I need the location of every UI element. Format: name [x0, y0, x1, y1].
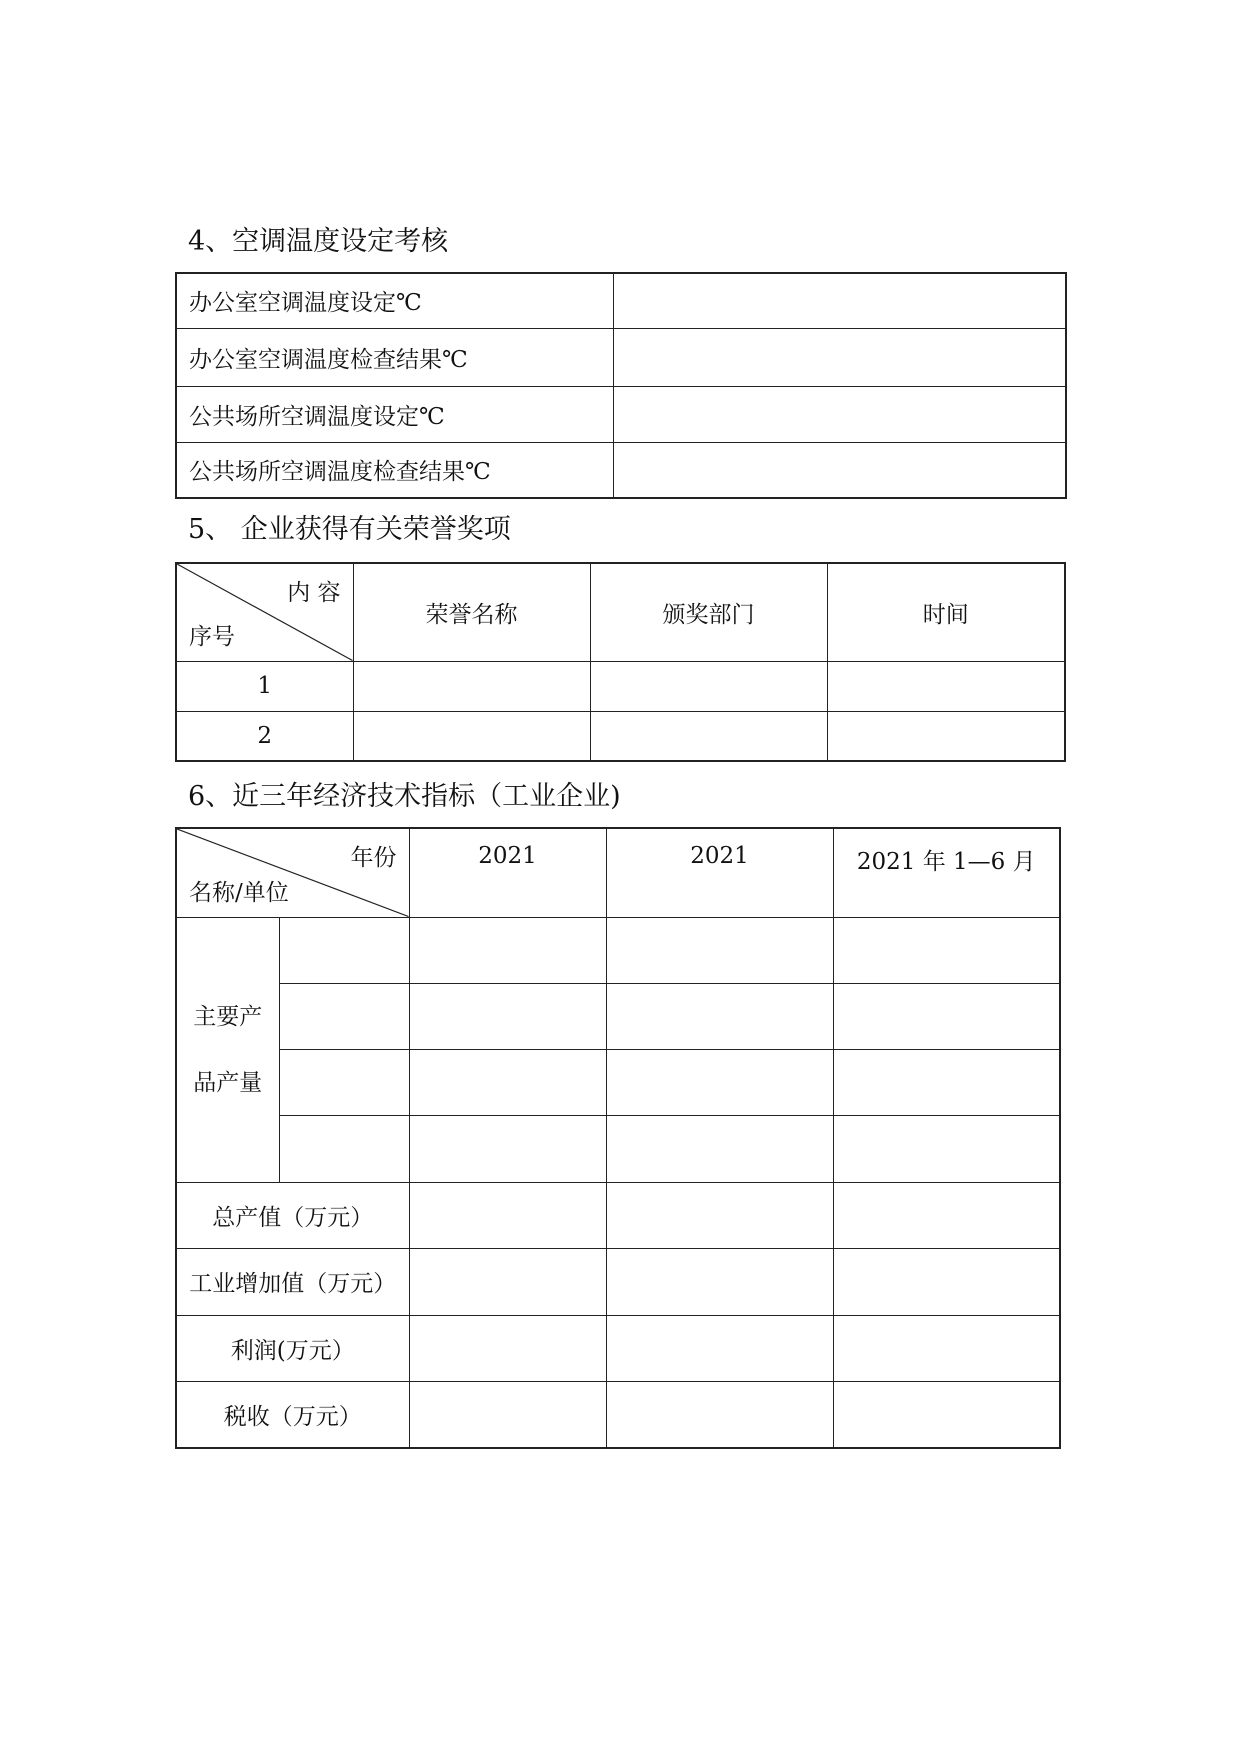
- honors-corner-top: 内 容: [287, 580, 341, 606]
- indicator-cell[interactable]: [409, 1381, 606, 1448]
- section-6-heading: 6、近三年经济技术指标（工业企业): [188, 781, 621, 812]
- honors-cell[interactable]: [353, 711, 590, 761]
- economic-indicators-table: [175, 827, 1061, 1449]
- indicator-cell[interactable]: [409, 1049, 606, 1115]
- indicator-cell[interactable]: [833, 917, 1060, 983]
- ac-row-value[interactable]: [613, 273, 1066, 328]
- indicator-cell[interactable]: [833, 1182, 1060, 1248]
- ac-row-value[interactable]: [613, 386, 1066, 442]
- group-label-line-2: 品产量: [193, 1069, 263, 1096]
- indicator-row-label: 利润(万元）: [176, 1315, 409, 1381]
- honors-row-number: 2: [176, 711, 353, 761]
- indicators-corner-bottom: 名称/单位: [189, 879, 289, 906]
- ac-row-label: 办公室空调温度设定℃: [176, 273, 613, 328]
- ac-row-value[interactable]: [613, 328, 1066, 386]
- honors-col-header: 时间: [827, 563, 1065, 661]
- honors-table: [175, 562, 1066, 762]
- indicator-cell[interactable]: [606, 917, 833, 983]
- honors-col-header: 荣誉名称: [353, 563, 590, 661]
- indicators-corner-header: [176, 828, 409, 917]
- indicator-row-label: 税收（万元）: [176, 1381, 409, 1448]
- main-products-group-label: [176, 917, 279, 1182]
- honors-corner-header: [176, 563, 353, 661]
- indicator-row-label: 总产值（万元）: [176, 1182, 409, 1248]
- honors-col-header: 颁奖部门: [590, 563, 827, 661]
- indicator-cell[interactable]: [409, 917, 606, 983]
- indicator-cell[interactable]: [606, 1248, 833, 1315]
- honors-cell[interactable]: [827, 711, 1065, 761]
- section-5-heading: 5、 企业获得有关荣誉奖项: [188, 514, 511, 545]
- ac-row-label: 公共场所空调温度设定℃: [176, 386, 613, 442]
- indicator-cell[interactable]: [606, 1315, 833, 1381]
- product-name-cell[interactable]: [279, 1115, 409, 1182]
- indicator-cell[interactable]: [409, 1182, 606, 1248]
- honors-cell[interactable]: [590, 711, 827, 761]
- section-4-heading: 4、空调温度设定考核: [188, 226, 449, 257]
- indicator-cell[interactable]: [833, 983, 1060, 1049]
- honors-cell[interactable]: [827, 661, 1065, 711]
- product-name-cell[interactable]: [279, 917, 409, 983]
- indicator-cell[interactable]: [409, 1248, 606, 1315]
- year-col-header: 2021: [606, 828, 833, 917]
- indicator-cell[interactable]: [606, 983, 833, 1049]
- indicator-row-label: 工业增加值（万元）: [176, 1248, 409, 1315]
- honors-cell[interactable]: [353, 661, 590, 711]
- product-name-cell[interactable]: [279, 1049, 409, 1115]
- ac-row-value[interactable]: [613, 442, 1066, 498]
- indicator-cell[interactable]: [606, 1182, 833, 1248]
- honors-cell[interactable]: [590, 661, 827, 711]
- indicator-cell[interactable]: [409, 1315, 606, 1381]
- indicator-cell[interactable]: [409, 1115, 606, 1182]
- indicator-cell[interactable]: [833, 1315, 1060, 1381]
- indicator-cell[interactable]: [606, 1381, 833, 1448]
- indicator-cell[interactable]: [833, 1049, 1060, 1115]
- ac-row-label: 办公室空调温度检查结果℃: [176, 328, 613, 386]
- indicator-cell[interactable]: [833, 1115, 1060, 1182]
- indicator-cell[interactable]: [606, 1115, 833, 1182]
- indicator-cell[interactable]: [833, 1248, 1060, 1315]
- honors-corner-bottom: 序号: [189, 623, 235, 650]
- indicator-cell[interactable]: [606, 1049, 833, 1115]
- year-col-header: 2021: [409, 828, 606, 917]
- indicators-corner-top: 年份: [350, 845, 397, 871]
- honors-row-number: 1: [176, 661, 353, 711]
- product-name-cell[interactable]: [279, 983, 409, 1049]
- group-label-line-1: 主要产: [193, 1003, 263, 1030]
- ac-temperature-table: [175, 272, 1067, 499]
- ac-row-label: 公共场所空调温度检查结果℃: [176, 442, 613, 498]
- indicator-cell[interactable]: [409, 983, 606, 1049]
- year-col-header: 2021 年 1—6 月: [833, 828, 1060, 917]
- indicator-cell[interactable]: [833, 1381, 1060, 1448]
